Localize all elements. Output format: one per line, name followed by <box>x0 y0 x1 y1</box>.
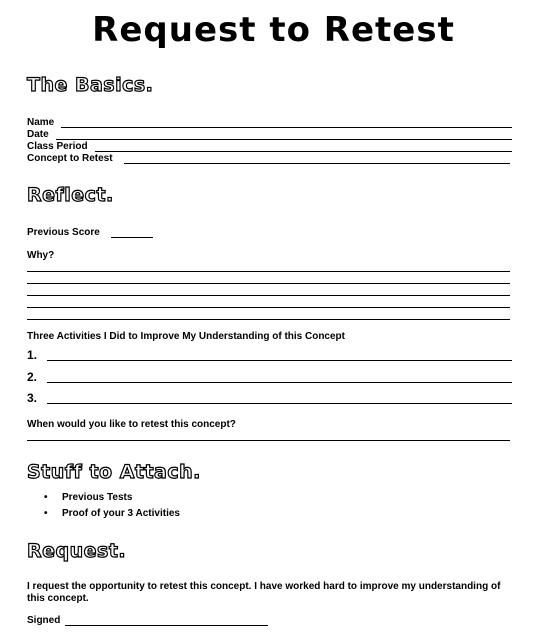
section-heading-basics: The Basics. <box>27 74 154 96</box>
why-line[interactable] <box>27 307 510 308</box>
retest-when-label: When would you like to retest this concept? <box>27 419 236 430</box>
request-statement: I request the opportunity to retest this concept. I have worked hard to improve my understanding of this concept. <box>27 581 501 604</box>
why-line[interactable] <box>27 271 510 272</box>
activities-heading: Three Activities I Did to Improve My Understanding of this Concept <box>27 331 345 342</box>
section-heading-request: Request. <box>27 540 127 562</box>
concept-label: Concept to Retest <box>27 153 113 164</box>
attach-item-label: Proof of your 3 Activities <box>62 508 180 519</box>
section-heading-attach: Stuff to Attach. <box>27 461 201 483</box>
section-heading-reflect: Reflect. <box>27 184 114 206</box>
date-label: Date <box>27 129 49 140</box>
page-title: Request to Retest <box>92 10 455 50</box>
date-field[interactable] <box>56 139 512 140</box>
activity-number: 3. <box>27 391 38 405</box>
retest-when-field[interactable] <box>27 440 510 441</box>
signed-label: Signed <box>27 615 61 626</box>
list-item <box>44 492 132 503</box>
attach-item-label: Previous Tests <box>62 492 133 503</box>
name-label: Name <box>27 117 55 128</box>
list-item <box>44 508 180 519</box>
why-line[interactable] <box>27 319 510 320</box>
why-line[interactable] <box>27 283 510 284</box>
class-period-label: Class Period <box>27 141 88 152</box>
name-field[interactable] <box>61 127 512 128</box>
bullet-icon: • <box>44 492 48 503</box>
concept-field[interactable] <box>124 163 510 164</box>
previous-score-label: Previous Score <box>27 227 100 238</box>
previous-score-field[interactable] <box>111 237 153 238</box>
why-label: Why? <box>27 250 55 261</box>
why-line[interactable] <box>27 295 510 296</box>
bullet-icon: • <box>44 508 48 519</box>
activity-2-field[interactable] <box>47 382 512 383</box>
activity-number: 2. <box>27 370 38 384</box>
activity-1-field[interactable] <box>47 360 512 361</box>
activity-number: 1. <box>27 348 38 362</box>
activity-3-field[interactable] <box>47 403 512 404</box>
class-period-field[interactable] <box>95 151 512 152</box>
signature-field[interactable] <box>65 625 268 626</box>
